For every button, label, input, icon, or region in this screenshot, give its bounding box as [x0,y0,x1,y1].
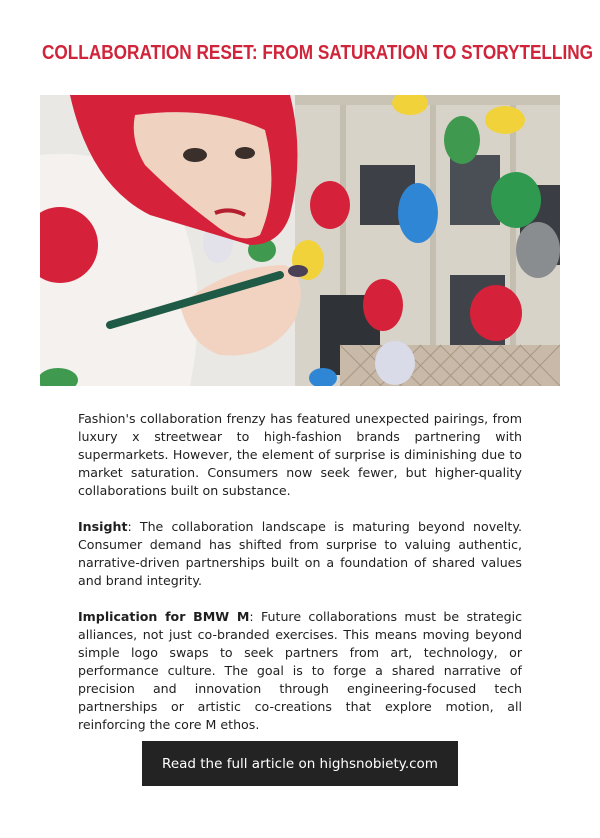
insight-text: : The collaboration landscape is maturing beyond novelty. Consumer demand has shifted from surprise to valuing authentic, narrative-driven partnerships built on a foundation of shared values and brand integrity. [78,519,522,588]
hero-image [40,95,560,386]
read-article-button[interactable]: Read the full article on highsnobiety.com [142,741,458,786]
insight-paragraph [78,518,522,590]
implication-label: Implication for BMW M [78,609,250,624]
intro-paragraph: Fashion's collaboration frenzy has featured unexpected pairings, from luxury x streetwear to high-fashion brands partnering with supermarkets. However, the element of surprise is diminishing due to market saturation. Consumers now seek fewer, but higher-quality collaborations built on substance. [78,411,522,498]
insight-label: Insight [78,519,128,534]
article-body [78,410,522,752]
implication-paragraph [78,608,522,734]
page-title: COLLABORATION RESET: FROM SATURATION TO STORYTELLING [42,42,594,64]
implication-text: : Future collaborations must be strategic alliances, not just co-branded exercises. This means moving beyond simple logo swaps to seek partners from art, technology, or performance culture. The goal is to forge a shared narrative of precision and innovation through engineering-focused tech partnerships or artistic co-creations that explore motion, all reinforcing the core M ethos. [78,609,522,732]
